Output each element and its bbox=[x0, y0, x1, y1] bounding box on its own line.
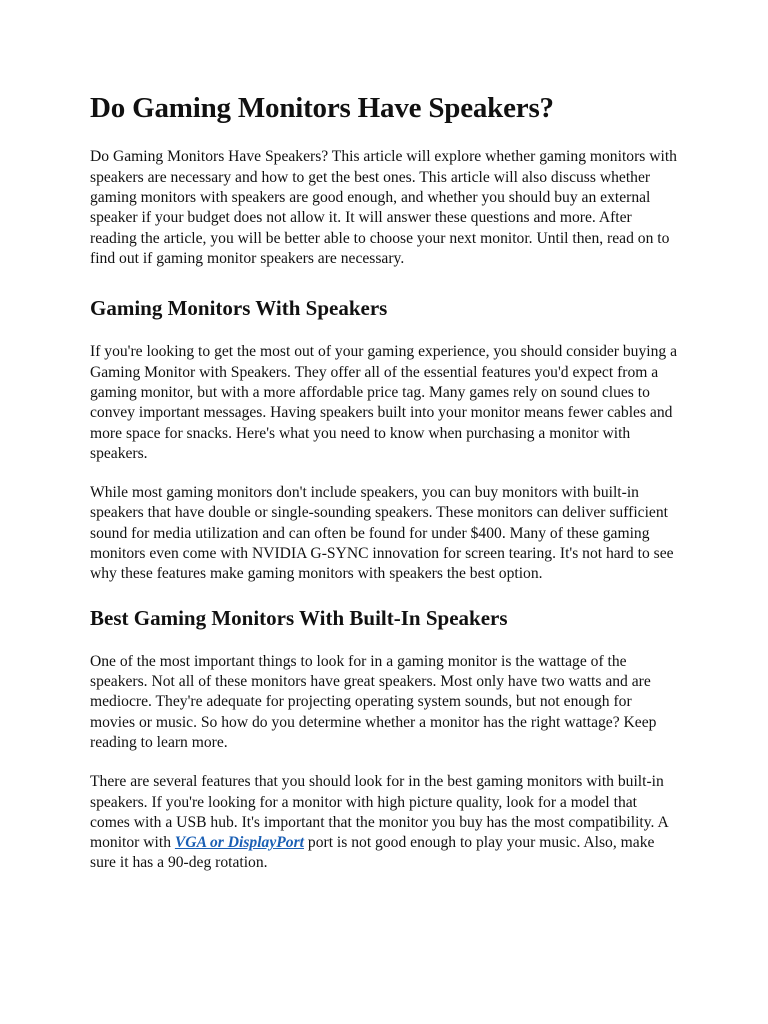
section2-paragraph-2 bbox=[90, 772, 680, 873]
section1-paragraph-1: If you're looking to get the most out of your gaming experience, you should consider buying a Gaming Monitor with Speakers. They offer all of the essential features you'd expect from a gaming monitor, but with a more affordable price tag. Many games rely on sound clues to convey important messages. Having speakers built into your monitor means fewer cables and more space for snacks. Here's what you need to know when purchasing a monitor with speakers. bbox=[90, 343, 678, 462]
section-heading-gaming-monitors-with-speakers: Gaming Monitors With Speakers bbox=[90, 296, 388, 321]
page-title: Do Gaming Monitors Have Speakers? bbox=[90, 92, 554, 124]
section2-paragraph-2-text-before: There are several features that you should look for in the best gaming monitors with built-in speakers. If you're looking for a monitor with high picture quality, look for a model that comes with a USB hub. It's important that the monitor you buy has the most compatibility. A monitor with bbox=[90, 773, 668, 852]
section1-paragraph-2: While most gaming monitors don't include speakers, you can buy monitors with built-in speakers that have double or single-sounding speakers. These monitors can deliver sufficient sound for media utilization and can often be found for under $400. Many of these gaming monitors even come with NVIDIA G-SYNC innovation for screen tearing. It's not hard to see why these features make gaming monitors with speakers the best option. bbox=[90, 484, 674, 583]
intro-paragraph: Do Gaming Monitors Have Speakers? This article will explore whether gaming monitors with speakers are necessary and how to get the best ones. This article will also discuss whether gaming monitors with speakers are good enough, and whether you should buy an external speaker if your budget does not allow it. It will answer these questions and more. After reading the article, you will be better able to choose your next monitor. Until then, read on to find out if gaming monitor speakers are necessary. bbox=[90, 148, 677, 267]
section2-paragraph-1: One of the most important things to look for in a gaming monitor is the wattage of the speakers. Not all of these monitors have great speakers. Most only have two watts and are mediocre. They're adequate for projecting operating system sounds, but not enough for movies or music. So how do you determine whether a monitor has the right wattage? Keep reading to learn more. bbox=[90, 652, 657, 751]
section-heading-best-gaming-monitors-built-in-speakers: Best Gaming Monitors With Built-In Speakers bbox=[90, 605, 508, 630]
article bbox=[90, 92, 680, 893]
vga-displayport-link[interactable]: VGA or DisplayPort bbox=[174, 834, 305, 852]
section2-paragraph-2-text-after: port is not good enough to play your music. Also, make sure it has a 90-deg rotation. bbox=[90, 834, 655, 872]
